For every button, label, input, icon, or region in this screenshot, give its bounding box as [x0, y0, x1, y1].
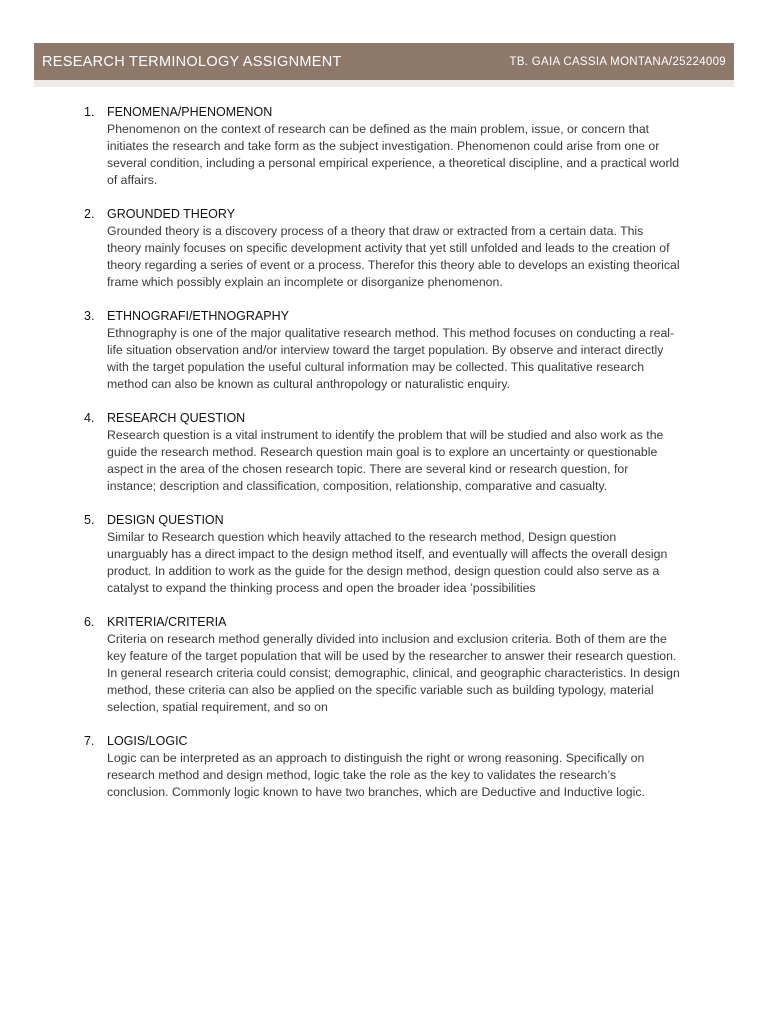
terminology-list	[80, 104, 680, 818]
term-heading: LOGIS/LOGIC	[107, 734, 188, 748]
term-number: 4.	[84, 411, 95, 425]
author-id: TB. GAIA CASSIA MONTANA/25224009	[509, 55, 726, 68]
term-item	[80, 104, 680, 189]
term-heading: GROUNDED THEORY	[107, 207, 236, 221]
term-definition: Similar to Research question which heavily attached to the research method, Design question unarguably has a direct impact to the design method itself, and eventually will affects the overall design product. In addition to work as the guide for the design method, design question could also serve as a catalyst to expand the thinking process and open the broader idea ’possibilities	[107, 530, 668, 595]
header-divider	[34, 80, 734, 87]
term-number: 5.	[84, 513, 95, 527]
term-definition: Criteria on research method generally divided into inclusion and exclusion criteria. Both of them are the key feature of the target population that will be used by the researcher to answer their research question. In general research criteria could consist; demographic, clinical, and geographic characteristics. In design method, these criteria can also be applied on the specific variable such as building typology, material selection, spatial requirement, and so on	[107, 632, 680, 714]
document-title: RESEARCH TERMINOLOGY ASSIGNMENT	[42, 53, 342, 70]
term-body	[107, 614, 680, 716]
term-body	[107, 733, 680, 801]
term-item	[80, 410, 680, 495]
term-body	[107, 308, 680, 393]
term-item	[80, 733, 680, 801]
term-body	[107, 206, 680, 291]
term-definition: Phenomenon on the context of research can be defined as the main problem, issue, or concern that initiates the research and take form as the subject investigation. Phenomenon could arise from one or several condition, including a personal empirical experience, a theoretical discipline, and a practical world of affairs.	[107, 122, 680, 187]
term-definition: Logic can be interpreted as an approach to distinguish the right or wrong reasoning. Specifically on research method and design method, logic take the role as the key to validates the research’s conclusion. Commonly logic known to have two branches, which are Deductive and Inductive logic.	[107, 751, 645, 799]
term-item	[80, 512, 680, 597]
term-body	[107, 410, 680, 495]
term-heading: FENOMENA/PHENOMENON	[107, 105, 273, 119]
term-heading: ETHNOGRAFI/ETHNOGRAPHY	[107, 309, 289, 323]
term-number: 2.	[84, 207, 95, 221]
term-definition: Research question is a vital instrument to identify the problem that will be studied and also work as the guide the research method. Research question main goal is to explore an uncertainty or questionable aspect in the area of the chosen research topic. There are several kind or research question, for instance; description and classification, composition, relationship, comparative and casualty.	[107, 428, 664, 493]
term-number: 3.	[84, 309, 95, 323]
term-body	[107, 512, 680, 597]
term-definition: Grounded theory is a discovery process of a theory that draw or extracted from a certain data. This theory mainly focuses on specific development activity that yet still unfolded and leads to the creation of theory regarding a series of event or a process. Therefor this theory able to develops an existing theorical frame which possibly explain an incomplete or disorganize phenomenon.	[107, 224, 680, 289]
term-heading: KRITERIA/CRITERIA	[107, 615, 227, 629]
term-number: 6.	[84, 615, 95, 629]
term-definition: Ethnography is one of the major qualitative research method. This method focuses on conducting a real-life situation observation and/or interview toward the target population. By observe and interact directly with the target population the useful cultural information may be collected. This qualitative research method can also be known as cultural anthropology or naturalistic enquiry.	[107, 326, 675, 391]
term-heading: RESEARCH QUESTION	[107, 411, 246, 425]
term-number: 7.	[84, 734, 95, 748]
term-number: 1.	[84, 105, 95, 119]
term-item	[80, 308, 680, 393]
term-item	[80, 206, 680, 291]
term-heading: DESIGN QUESTION	[107, 513, 224, 527]
term-item	[80, 614, 680, 716]
document-header	[34, 43, 734, 80]
term-body	[107, 104, 680, 189]
